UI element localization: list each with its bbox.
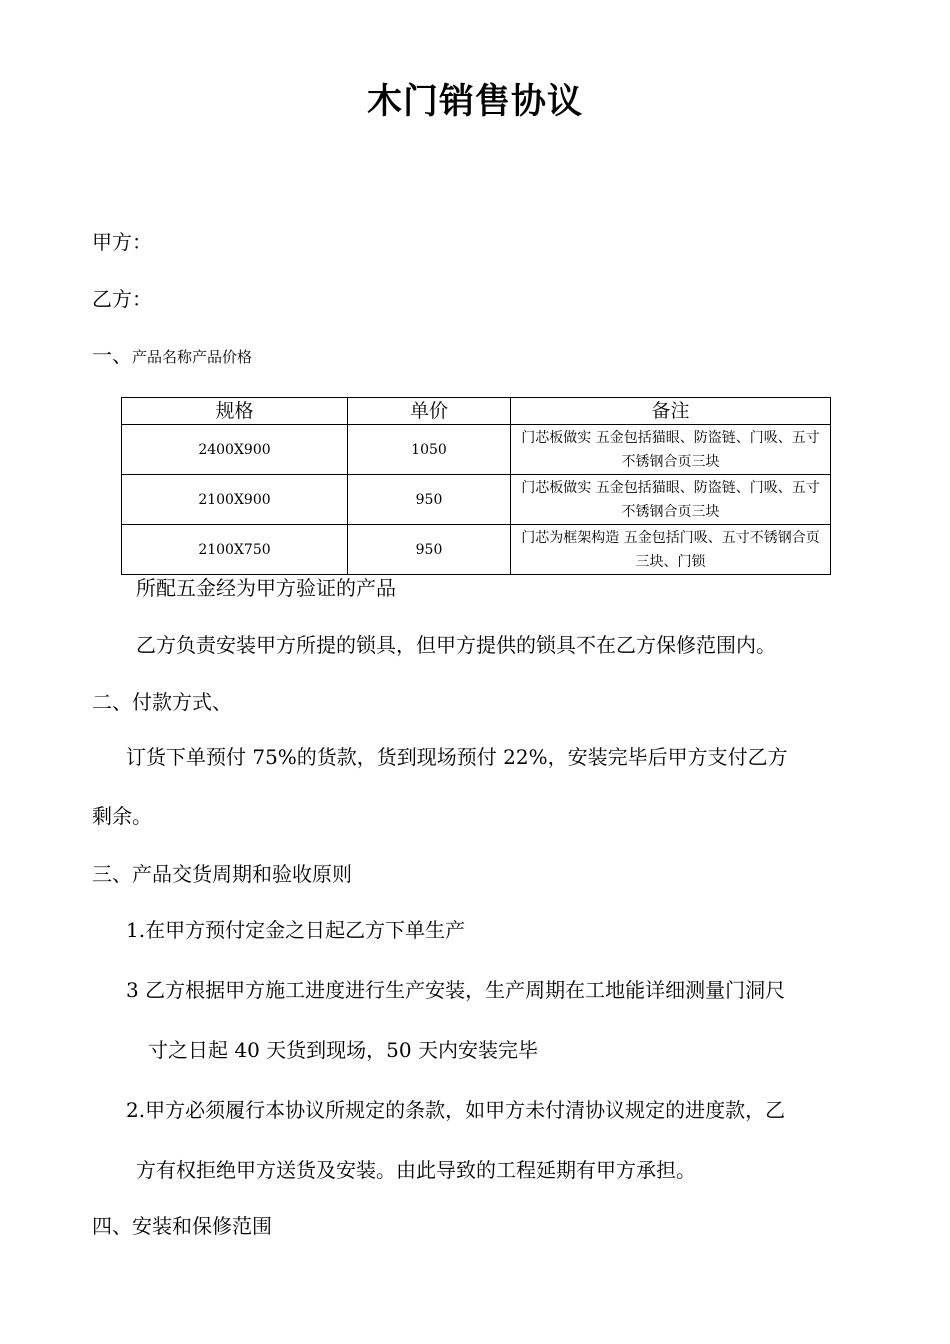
party-a-label: 甲方： xyxy=(92,230,152,254)
table-row xyxy=(122,475,831,525)
hardware-note: 所配五金经为甲方验证的产品 xyxy=(136,576,396,600)
table-header-row xyxy=(122,398,831,425)
cell-price: 1050 xyxy=(348,425,511,475)
table-row xyxy=(122,525,831,575)
page-title: 木门销售协议 xyxy=(366,82,583,122)
section2-heading: 二、付款方式、 xyxy=(92,690,232,714)
cell-spec: 2400X900 xyxy=(122,425,348,475)
cell-note: 门芯板做实 五金包括猫眼、防盗链、门吸、五寸不锈钢合页三块 xyxy=(511,425,831,475)
party-b-label: 乙方： xyxy=(92,287,152,311)
cell-note: 门芯板做实 五金包括猫眼、防盗链、门吸、五寸不锈钢合页三块 xyxy=(511,475,831,525)
product-price-table xyxy=(121,397,831,575)
section1-heading-title: 产品名称产品价格 xyxy=(132,348,253,366)
cell-note: 门芯为框架构造 五金包括门吸、五寸不锈钢合页三块、门锁 xyxy=(511,525,831,575)
header-note: 备注 xyxy=(511,398,831,425)
cell-spec: 2100X750 xyxy=(122,525,348,575)
header-spec: 规格 xyxy=(122,398,348,425)
cell-price: 950 xyxy=(348,525,511,575)
header-price: 单价 xyxy=(348,398,511,425)
payment-line-1: 订货下单预付 75%的货款，货到现场预付 22%，安装完毕后甲方支付乙方 xyxy=(126,745,788,769)
delivery-item-2-line-2: 方有权拒绝甲方送货及安装。由此导致的工程延期有甲方承担。 xyxy=(136,1158,696,1182)
lock-note: 乙方负责安装甲方所提的锁具，但甲方提供的锁具不在乙方保修范围内。 xyxy=(136,633,776,657)
section1-heading-number: 一、 xyxy=(92,343,132,367)
cell-price: 950 xyxy=(348,475,511,525)
payment-line-2: 剩余。 xyxy=(92,804,152,828)
delivery-item-3-line-1: 3 乙方根据甲方施工进度进行生产安装，生产周期在工地能详细测量门洞尺 xyxy=(126,978,786,1002)
section1-heading-text xyxy=(92,343,253,367)
delivery-item-3-line-2: 寸之日起 40 天货到现场，50 天内安装完毕 xyxy=(148,1038,538,1062)
section1-heading xyxy=(92,343,252,369)
table-row xyxy=(122,425,831,475)
section4-heading: 四、安装和保修范围 xyxy=(92,1214,272,1238)
section3-heading: 三、产品交货周期和验收原则 xyxy=(92,862,352,886)
cell-spec: 2100X900 xyxy=(122,475,348,525)
delivery-item-1: 1.在甲方预付定金之日起乙方下单生产 xyxy=(126,918,466,942)
delivery-item-2-line-1: 2.甲方必须履行本协议所规定的条款，如甲方未付清协议规定的进度款，乙 xyxy=(126,1098,786,1122)
